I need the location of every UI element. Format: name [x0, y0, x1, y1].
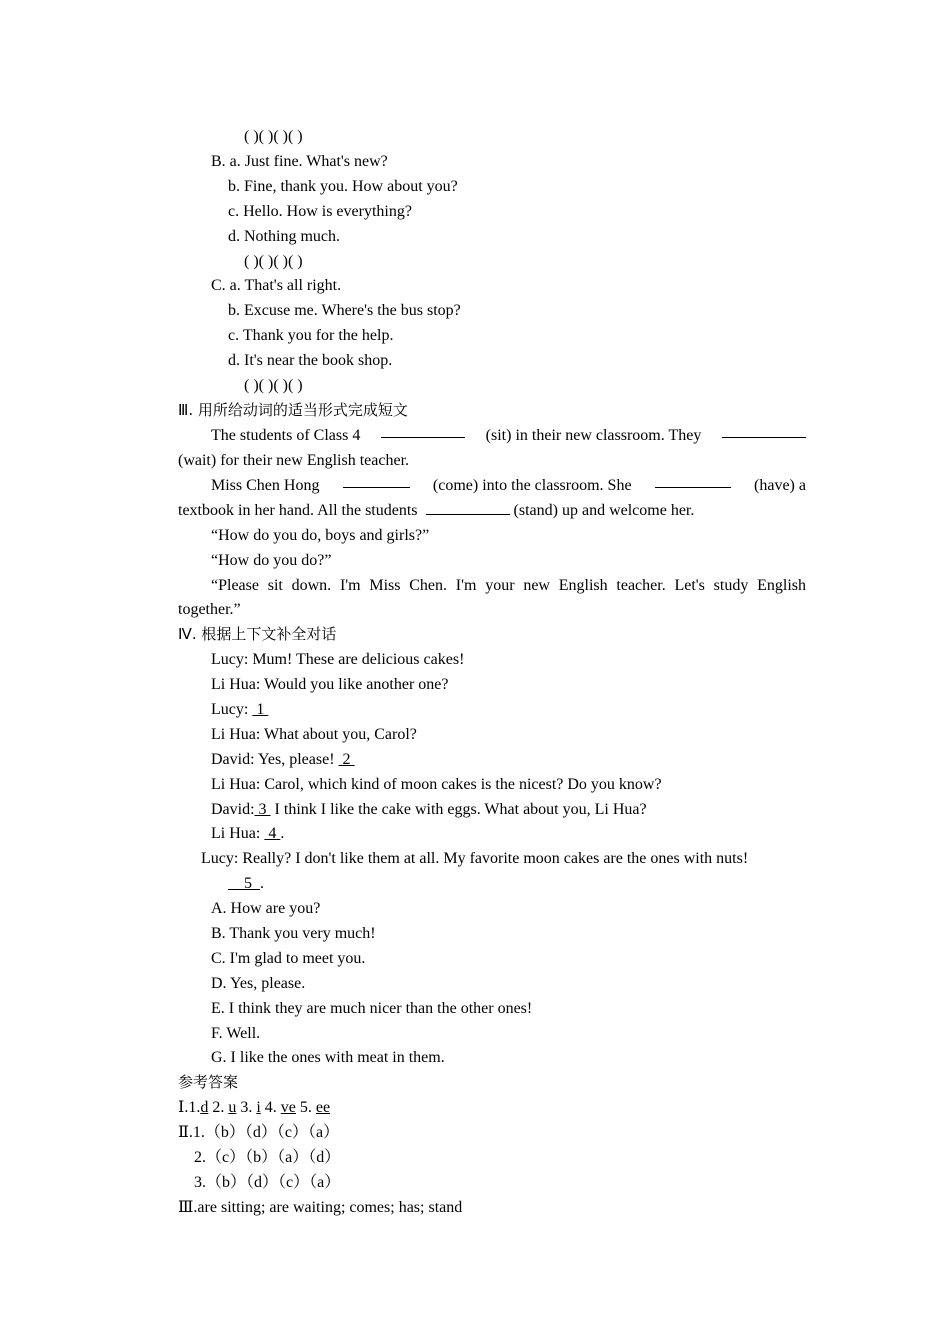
option-line-b-c: c. Hello. How is everything? [228, 203, 412, 220]
answer-brackets-b: ( )( )( )( ) [244, 253, 303, 270]
choice-a: A. How are you? [211, 900, 321, 917]
section3-heading: Ⅲ. 用所给动词的适当形式完成短文 [178, 401, 408, 419]
dialogue-line-5 [211, 747, 355, 772]
choice-d: D. Yes, please. [211, 975, 306, 992]
answer-prefix: Ⅰ.1. [178, 1099, 201, 1116]
p2-text-3: (have) a [754, 477, 806, 494]
choice-c: C. I'm glad to meet you. [211, 950, 366, 967]
answers-section-ii-2: 2.（c）（b）（a）（d） [194, 1149, 341, 1166]
answer-i-4: ve [280, 1099, 296, 1116]
blank-5: 5 [228, 875, 260, 892]
option-line-b-d: d. Nothing much. [228, 228, 340, 245]
dialogue-text: I think I like the cake with eggs. What about you, Li Hua? [270, 801, 647, 818]
period-text: . [260, 875, 264, 892]
p2-text-4: textbook in her hand. All the students [178, 502, 418, 519]
blank-come [343, 473, 410, 488]
blank-1: 1 [252, 701, 269, 718]
p2-text-2: (come) into the classroom. She [432, 477, 632, 494]
p2-text-5: (stand) up and welcome her. [513, 502, 695, 519]
answers-section-ii-1: Ⅱ.1.（b）（d）（c）（a） [178, 1124, 340, 1141]
answer-i-2: u [228, 1099, 237, 1116]
period-text: . [280, 825, 285, 842]
speaker-text: David: [211, 801, 255, 818]
answer-i-3: i [256, 1099, 261, 1116]
dialogue-line-2: Li Hua: Would you like another one? [211, 676, 449, 693]
choice-f: F. Well. [211, 1025, 261, 1042]
paragraph1-line2: (wait) for their new English teacher. [178, 452, 410, 469]
answer-sep: 3. [236, 1099, 253, 1116]
dialogue-line-9: Lucy: Really? I don't like them at all. My favorite moon cakes are the ones with nuts! [201, 850, 749, 867]
choice-b: B. Thank you very much! [211, 925, 376, 942]
paragraph2-line1 [211, 473, 806, 498]
answers-section-iii: Ⅲ.are sitting; are waiting; comes; has; stand [178, 1199, 463, 1216]
answer-i-1: d [200, 1099, 209, 1116]
answers-heading: 参考答案 [178, 1073, 239, 1091]
answer-i-5: ee [315, 1099, 331, 1116]
dialogue-line-10 [228, 871, 264, 896]
blank-have [655, 473, 731, 488]
p2-text-1: Miss Chen Hong [211, 477, 320, 494]
dialogue-line-6: Li Hua: Carol, which kind of moon cakes is the nicest? Do you know? [211, 776, 662, 793]
p1-text-1: The students of Class 4 [211, 427, 361, 444]
answer-sep: 4. [260, 1099, 277, 1116]
quote-1: “How do you do, boys and girls?” [211, 527, 430, 544]
dialogue-line-4: Li Hua: What about you, Carol? [211, 726, 417, 743]
blank-4: 4 [264, 825, 281, 842]
choice-e: E. I think they are much nicer than the other ones! [211, 1000, 533, 1017]
option-line-b-b: b. Fine, thank you. How about you? [228, 178, 458, 195]
p1-text-2: (sit) in their new classroom. They [485, 427, 702, 444]
answer-brackets-a: ( )( )( )( ) [244, 128, 303, 145]
blank-3: 3 [254, 801, 271, 818]
option-line-c-d: d. It's near the book shop. [228, 352, 393, 369]
blank-sit [381, 423, 465, 438]
option-line-c-b: b. Excuse me. Where's the bus stop? [228, 302, 461, 319]
answer-sep: 2. [208, 1099, 225, 1116]
speaker-text: Li Hua: [211, 825, 261, 842]
answer-sep: 5. [295, 1099, 312, 1116]
answers-section-ii-3: 3.（b）（d）（c）（a） [194, 1174, 341, 1191]
section4-heading: Ⅳ. 根据上下文补全对话 [178, 625, 337, 643]
dialogue-line-1: Lucy: Mum! These are delicious cakes! [211, 651, 465, 668]
quote-3-line1: “Please sit down. I'm Miss Chen. I'm your new English teacher. Let's study English [211, 577, 806, 594]
speaker-text: Lucy: [211, 701, 249, 718]
answers-section-i [178, 1095, 330, 1120]
answer-brackets-c: ( )( )( )( ) [244, 377, 303, 394]
option-line-b-a: B. a. Just fine. What's new? [211, 153, 388, 170]
option-line-c-c: c. Thank you for the help. [228, 327, 394, 344]
blank-2: 2 [338, 751, 355, 768]
paragraph2-line2 [178, 498, 694, 523]
paragraph1-line1 [211, 423, 806, 448]
choice-g: G. I like the ones with meat in them. [211, 1049, 445, 1066]
quote-3-line2: together.” [178, 601, 241, 618]
dialogue-line-7 [211, 797, 647, 822]
blank-stand [426, 500, 510, 515]
speaker-text: David: Yes, please! [211, 751, 335, 768]
blank-wait [722, 423, 806, 438]
dialogue-line-3 [211, 697, 268, 722]
quote-2: “How do you do?” [211, 552, 332, 569]
option-line-c-a: C. a. That's all right. [211, 277, 342, 294]
dialogue-line-8 [211, 821, 284, 846]
